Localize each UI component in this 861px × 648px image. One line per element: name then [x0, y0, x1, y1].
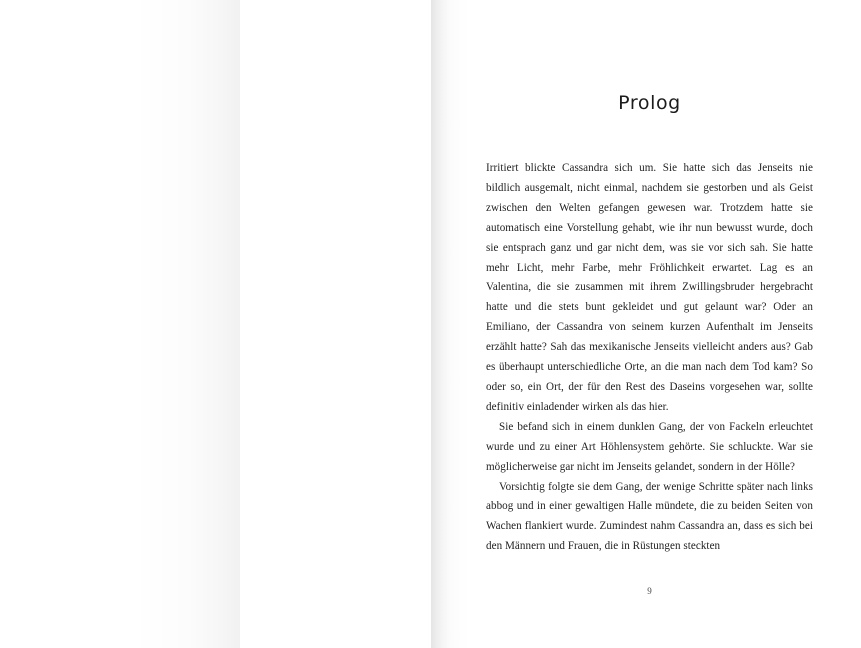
paragraph: Sie befand sich in einem dunklen Gang, der von Fackeln erleuchtet wurde und zu einer Art Höhlensystem gehörte. Sie schluckte. War sie möglicherweise gar nicht im Jenseits gelandet, sondern in der Hölle? — [486, 420, 813, 473]
paragraph: Irritiert blickte Cassandra sich um. Sie hatte sich das Jenseits nie bildlich ausgemalt, nicht einmal, nachdem sie gestorben und als Geist zwischen den Welten gefangen gewesen war. Trotzdem hatte sie automatisch eine Vorstellung gehabt, wie ihr nun bewusst wurde, doch sie entsprach ganz und gar nicht dem, was sie vor sich sah. Sie hatte mehr Licht, mehr Farbe, mehr Fröhlichkeit erwartet. Lag es an Valentina, die sie zusammen mit ihrem Zwillingsbruder hergebracht hatte und die stets bunt gekleidet und gut gelaunt war? Oder an Emiliano, der Cassandra von seinem kurzen Aufenthalt im Jenseits erzählt hatte? Sah das mexikanische Jenseits vielleicht anders aus? Gab es überhaupt unterschiedliche Orte, an die man nach dem Tod kam? So oder so, ein Ort, der für den Rest des Daseins vorgesehen war, sollte definitiv einladender wirken als das hier. — [486, 162, 813, 413]
paragraph: Vorsichtig folgte sie dem Gang, der wenige Schritte später nach links abbog und in einer gewaltigen Halle mündete, die zu beiden Seiten von Wachen flankiert wurde. Zumindest nahm Cassandra an, dass es sich bei den Männern und Frauen, die in Rüstungen steckten — [486, 480, 813, 553]
text-column — [486, 92, 813, 557]
body-text — [486, 159, 813, 557]
page-number: 9 — [647, 586, 652, 596]
right-page — [431, 0, 861, 648]
page-title: Prolog — [618, 92, 681, 114]
